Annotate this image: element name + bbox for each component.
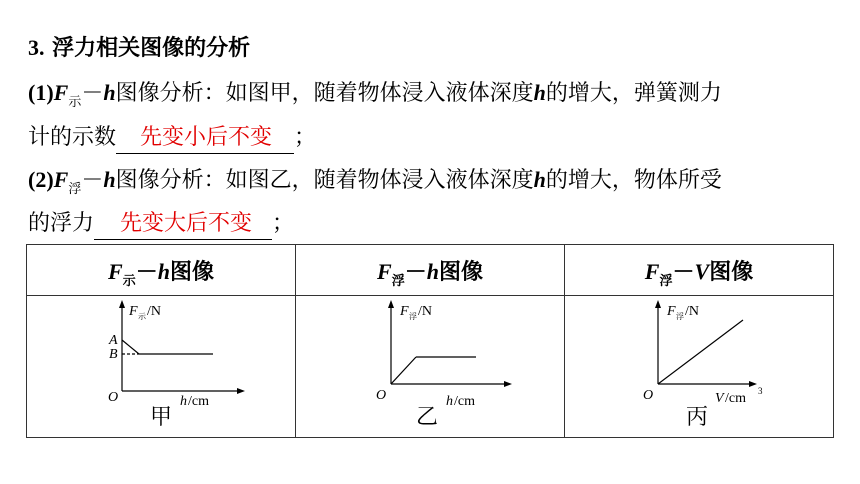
x-label-var: h — [180, 394, 187, 409]
item1-dash: － — [81, 81, 104, 106]
header-var: h — [426, 258, 439, 284]
graph-caption-jia: 甲 — [150, 405, 173, 430]
x-label-var: V — [715, 391, 724, 406]
graph-curve-slope — [122, 340, 139, 354]
item1-text1: 图像分析：如图甲，随着物体浸入液体深度 — [115, 81, 534, 106]
y-label-sub: 示 — [138, 312, 146, 321]
graph-caption-bing: 丙 — [686, 405, 709, 430]
x-label-unit: /cm — [188, 394, 209, 409]
y-label-sub: 浮 — [676, 312, 684, 321]
y-label-f: F — [667, 304, 676, 319]
y-label-f: F — [129, 304, 138, 319]
item1-line2 — [28, 123, 316, 154]
item2-f: F — [53, 167, 69, 192]
origin-label: O — [108, 390, 119, 405]
origin-label: O — [376, 388, 387, 403]
graph-caption-yi: 乙 — [416, 405, 439, 430]
x-label-unit: /cm — [454, 394, 475, 409]
graph-cell-yi — [296, 296, 565, 438]
item1-line2-text: 计的示数 — [28, 125, 117, 150]
header-sub: 浮 — [391, 273, 405, 289]
x-arrow-icon — [237, 388, 245, 394]
point-a-label: A — [109, 333, 118, 348]
item2-line2-text: 的浮力 — [28, 211, 95, 236]
item1-answer: 先变小后不变 — [140, 125, 273, 150]
origin-label: O — [643, 388, 654, 403]
header-sub: 浮 — [659, 273, 673, 289]
y-arrow-icon — [119, 300, 125, 308]
item2-h: h — [103, 167, 116, 192]
item1-line1 — [28, 78, 722, 112]
x-label-var: h — [446, 394, 453, 409]
heading-number: 3. — [28, 35, 45, 60]
y-arrow-icon — [388, 300, 394, 308]
item2-line2 — [28, 209, 294, 240]
header-dash: － — [404, 259, 427, 285]
item2-end: ； — [272, 211, 295, 236]
graph-table — [26, 244, 834, 438]
header-tail: 图像 — [709, 259, 754, 285]
x-arrow-icon — [504, 381, 512, 387]
item1-prefix: (1) — [28, 80, 54, 105]
item2-answer-blank — [94, 209, 272, 240]
item2-text2: 的增大，物体所受 — [545, 168, 722, 193]
item1-end: ； — [294, 125, 317, 150]
table-header-cell — [296, 245, 565, 296]
graph-line — [658, 320, 743, 384]
header-tail: 图像 — [169, 259, 214, 285]
header-sub: 示 — [122, 273, 136, 289]
header-var: h — [157, 258, 170, 284]
item2-text1: 图像分析：如图乙，随着物体浸入液体深度 — [115, 168, 534, 193]
item1-f: F — [53, 80, 69, 105]
header-dash: － — [135, 259, 158, 285]
heading-text: 浮力相关图像的分析 — [52, 36, 251, 61]
table-header-row — [27, 245, 834, 296]
y-label-sub: 浮 — [409, 312, 417, 321]
item1-answer-blank — [116, 123, 294, 154]
header-f: F — [644, 258, 660, 284]
x-arrow-icon — [749, 381, 757, 387]
item1-text2: 的增大，弹簧测力 — [545, 81, 722, 106]
header-var: V — [694, 258, 710, 284]
table-graph-row — [27, 296, 834, 438]
y-label-f: F — [400, 304, 409, 319]
y-label-unit: /N — [685, 304, 699, 319]
item1-h: h — [103, 80, 116, 105]
table-header-cell — [27, 245, 296, 296]
y-arrow-icon — [655, 300, 661, 308]
y-label-unit: /N — [418, 304, 432, 319]
section-heading — [28, 33, 250, 64]
graph-cell-bing — [565, 296, 834, 438]
x-label-unit: /cm — [725, 391, 746, 406]
item1-h2: h — [533, 80, 546, 105]
graph-cell-jia — [27, 296, 296, 438]
item2-answer: 先变大后不变 — [120, 211, 253, 236]
graph-curve-slope — [391, 357, 416, 384]
header-f: F — [377, 258, 392, 284]
item1-sub: 示 — [68, 95, 82, 110]
point-b-label: B — [109, 347, 118, 362]
header-f: F — [108, 258, 123, 284]
item2-sub: 浮 — [68, 182, 82, 197]
item2-prefix: (2) — [28, 167, 54, 192]
table-header-cell — [565, 245, 834, 296]
item2-h2: h — [533, 167, 546, 192]
item2-dash: － — [81, 168, 104, 193]
header-tail: 图像 — [438, 259, 483, 285]
y-label-unit: /N — [147, 304, 161, 319]
header-dash: － — [672, 259, 695, 285]
x-label-sup: 3 — [758, 386, 763, 396]
item2-line1 — [28, 165, 722, 199]
